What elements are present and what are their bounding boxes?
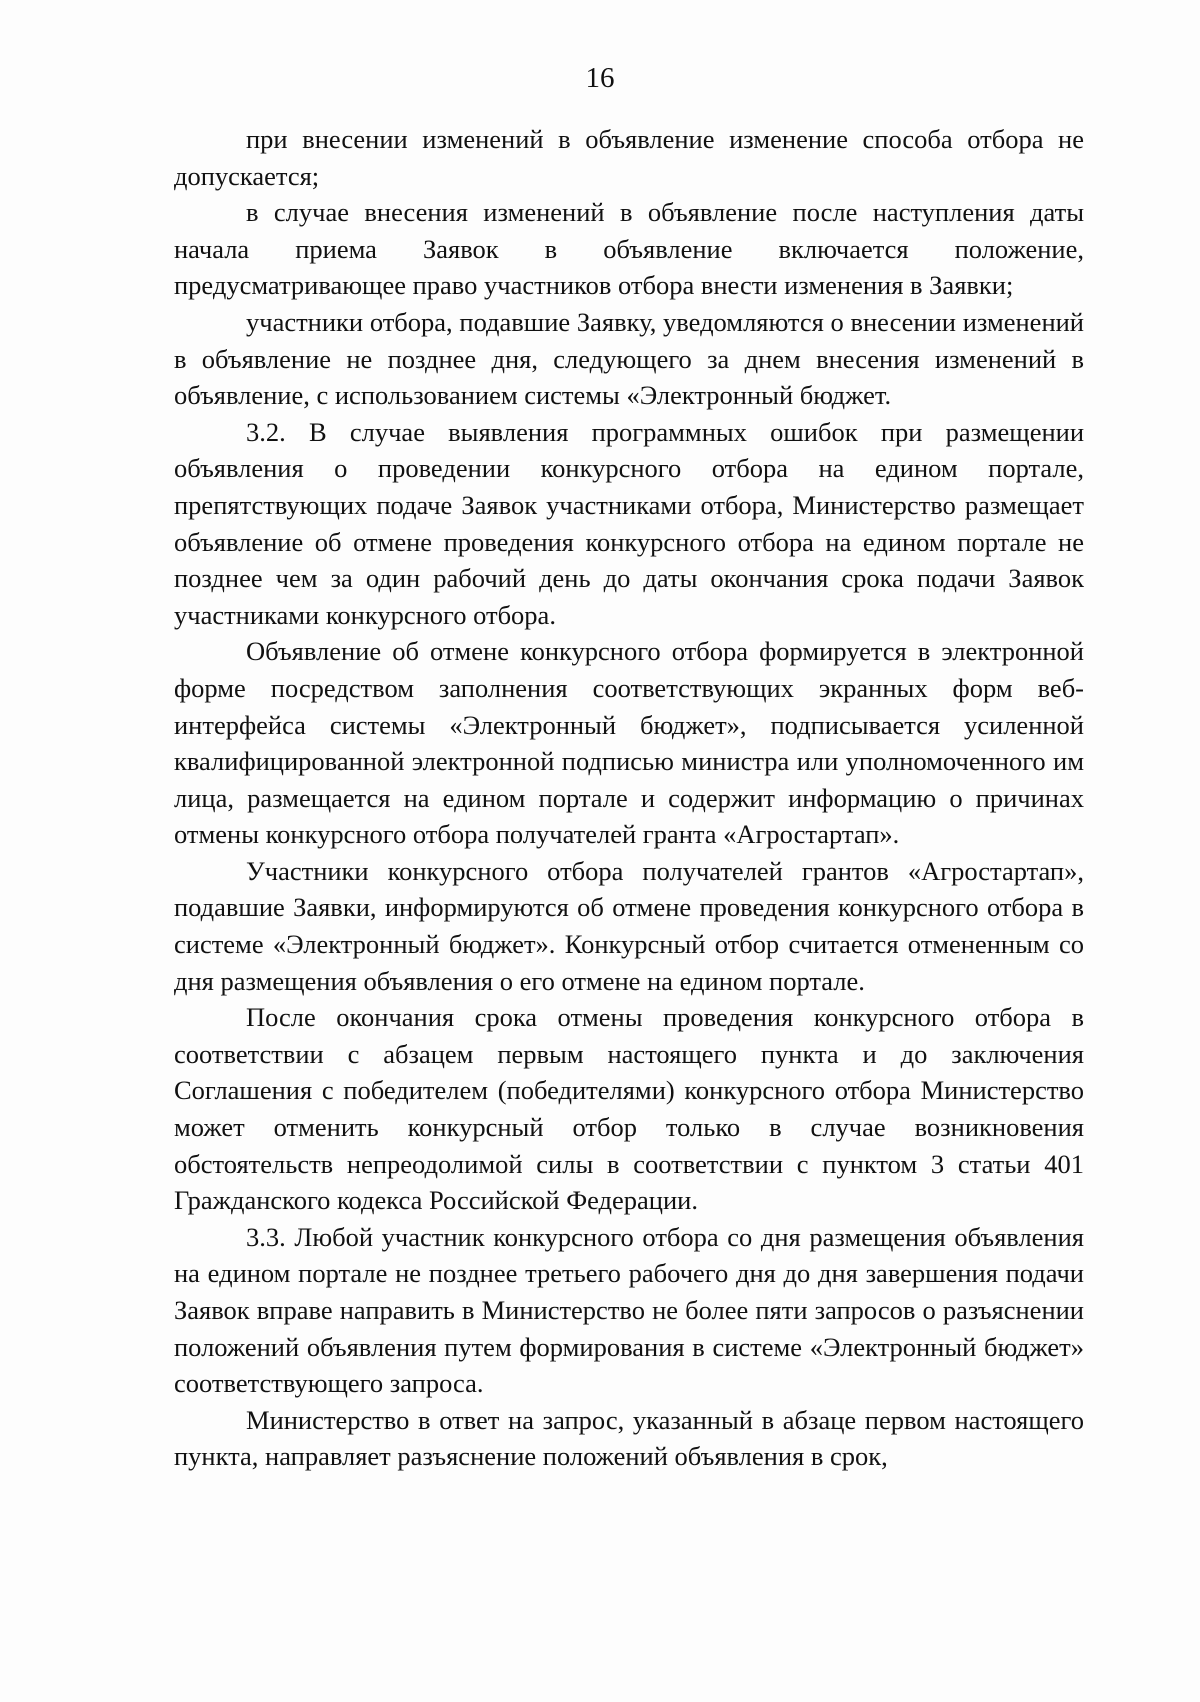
paragraph-9: Министерство в ответ на запрос, указанный в абзаце первом настоящего пункта, направляет разъяснение положений объявления в срок, (174, 1404, 1084, 1472)
paragraph-1: при внесении изменений в объявление изменение способа отбора не допускается; (174, 124, 1084, 191)
paragraph-6: Участники конкурсного отбора получателей грантов «Агростартап», подавшие Заявки, информируются об отмене проведения конкурсного отбора в системе «Электронный бюджет». Конкурсный отбор считается отмененным со дня размещения объявления о его отмене на едином портале. (174, 855, 1084, 996)
document-body (174, 121, 1084, 1475)
paragraph-4: 3.2. В случае выявления программных ошибок при размещении объявления о проведении конкурсного отбора на едином портале, препятствующих подаче Заявок участниками отбора, Министерство размещает объявление об отмене проведения конкурсного отбора на едином портале не позднее чем за один рабочий день до даты окончания срока подачи Заявок участниками конкурсного отбора. (174, 416, 1084, 630)
paragraph-8: 3.3. Любой участник конкурсного отбора со дня размещения объявления на едином портале не позднее третьего рабочего дня до дня завершения подачи Заявок вправе направить в Министерство не более пяти запросов о разъяснении положений объявления путем формирования в системе «Электронный бюджет» соответствующего запроса. (174, 1221, 1084, 1399)
page-number: 16 (585, 62, 615, 94)
paragraph-7: После окончания срока отмены проведения конкурсного отбора в соответствии с абзацем первым настоящего пункта и до заключения Соглашения с победителем (победителями) конкурсного отбора Министерство может отменить конкурсный отбор только в случае возникновения обстоятельств непреодолимой силы в соответствии с пунктом 3 статьи 401 Гражданского кодекса Российской Федерации. (174, 1002, 1084, 1216)
paragraph-5: Объявление об отмене конкурсного отбора формируется в электронной форме посредством заполнения соответствующих экранных форм веб-интерфейса системы «Электронный бюджет», подписывается усиленной квалифицированной электронной подписью министра или уполномоченного им лица, размещается на едином портале и содержит информацию о причинах отмены конкурсного отбора получателей гранта «Агростартап». (174, 636, 1084, 850)
paragraph-3: участники отбора, подавшие Заявку, уведомляются о внесении изменений в объявление не позднее дня, следующего за днем внесения изменений в объявление, с использованием системы «Электронный бюджет. (174, 306, 1084, 411)
paragraph-2: в случае внесения изменений в объявление после наступления даты начала приема Заявок в объявление включается положение, предусматривающее право участников отбора внести изменения в Заявки; (174, 197, 1084, 301)
